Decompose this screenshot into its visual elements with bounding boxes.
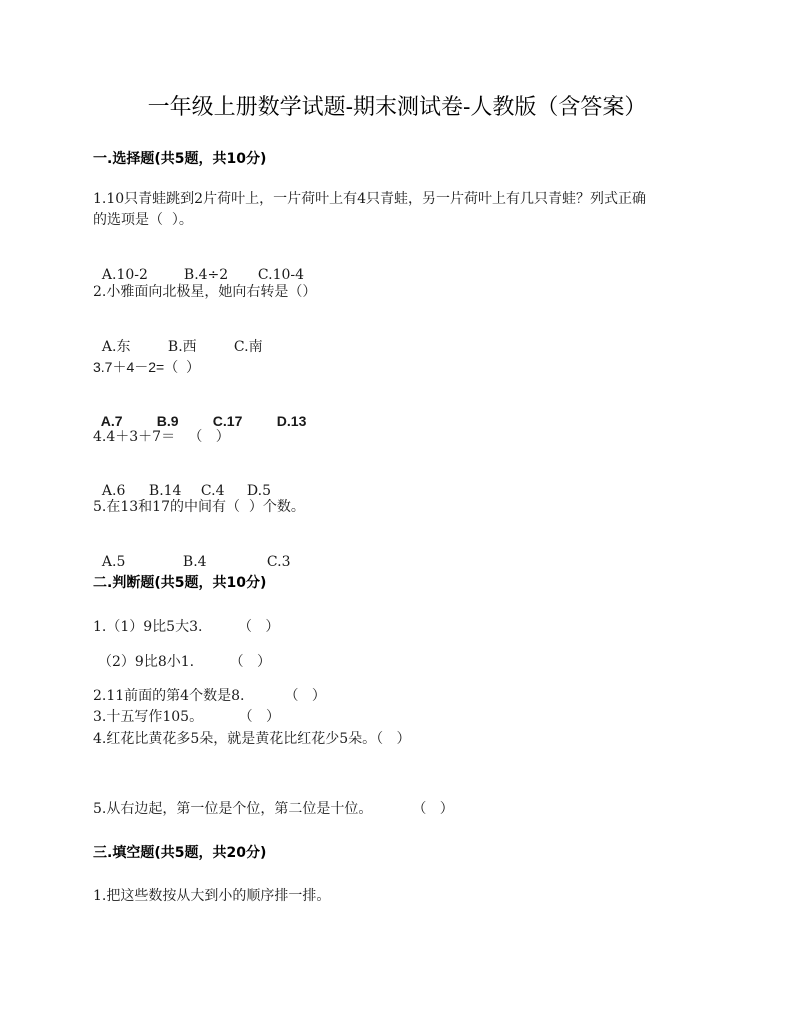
option-c: C.3 [266, 554, 291, 570]
option-a: A.5 [101, 554, 126, 570]
judgment-q3: 3.十五写作105。 （ ） [93, 709, 281, 725]
option-b: B.4÷2 [183, 267, 229, 283]
option-b: B.14 [148, 483, 182, 499]
judgment-q5: 5.从右边起，第一位是个位，第二位是十位。 （ ） [93, 801, 454, 817]
choice-q2-options [93, 320, 263, 356]
choice-q5-options [93, 535, 290, 571]
option-c: C.10-4 [257, 267, 305, 283]
choice-q4: 4.4＋3＋7＝ （ ） [93, 429, 230, 445]
choice-q4-options [93, 464, 271, 500]
choice-q3-options [93, 394, 306, 430]
option-d: D.13 [276, 413, 307, 429]
option-a: A.10-2 [101, 267, 148, 283]
option-b: B.9 [156, 413, 179, 429]
option-b: B.4 [182, 554, 207, 570]
fill-q1: 1.把这些数按从大到小的顺序排一排。 [93, 888, 331, 904]
choice-q2: 2.小雅面向北极星，她向右转是（） [93, 284, 317, 300]
choice-q1-line1: 1.10只青蛙跳到2片荷叶上，一片荷叶上有4只青蛙，另一片荷叶上有几只青蛙？列式正确 [93, 191, 646, 207]
choice-q1-line2: 的选项是（ ）。 [93, 212, 193, 228]
choice-q5: 5.在13和17的中间有（ ）个数。 [93, 499, 305, 515]
judgment-q1b: （2）9比8小1. （ ） [98, 654, 272, 670]
judgment-q4: 4.红花比黄花多5朵，就是黄花比红花少5朵。（ ） [93, 731, 411, 747]
section-heading-judgment: 二.判断题(共5题，共10分) [93, 575, 267, 591]
judgment-q1a: 1.（1）9比5大3. （ ） [93, 619, 280, 635]
option-a: A.7 [100, 413, 123, 429]
document-title: 一年级上册数学试题-期末测试卷-人教版（含答案） [147, 95, 647, 120]
judgment-q2: 2.11前面的第4个数是8. （ ） [93, 688, 326, 704]
section-heading-choice: 一.选择题(共5题，共10分) [93, 151, 267, 167]
option-c: C.17 [212, 413, 243, 429]
option-a: A.6 [101, 483, 126, 499]
option-a: A.东 [101, 339, 131, 355]
option-b: B.西 [167, 339, 197, 355]
choice-q1-options [93, 248, 304, 284]
option-d: D.5 [246, 483, 271, 499]
choice-q3: 3.7＋4－2=（ ） [93, 359, 200, 375]
section-heading-fill: 三.填空题(共5题，共20分) [93, 845, 267, 861]
option-c: C.4 [200, 483, 225, 499]
option-c: C.南 [233, 339, 263, 355]
